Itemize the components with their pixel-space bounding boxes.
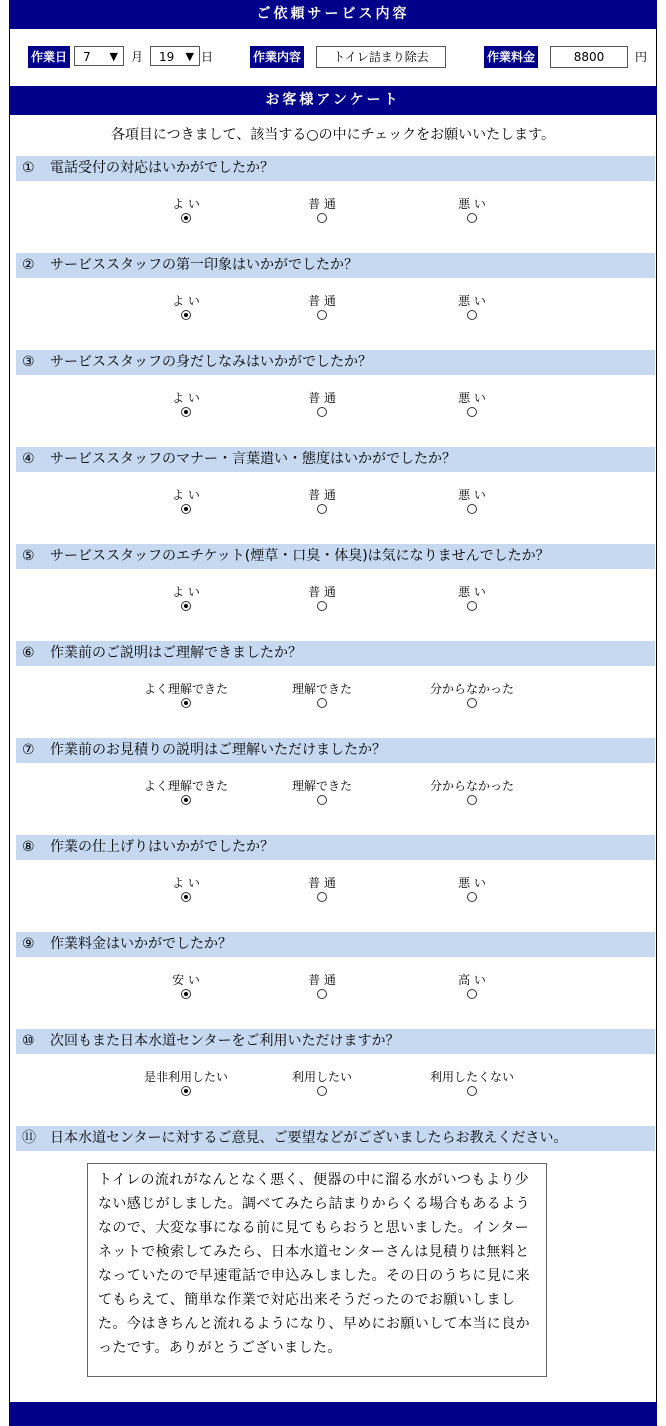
question-text: サービススタッフのエチケット(煙草・口臭・体臭)は気になりませんでしたか？ [50, 548, 550, 564]
question-number: ⑪ [22, 1130, 36, 1146]
option-label: 是非利用したい [143, 1070, 228, 1084]
question-7 [16, 738, 655, 763]
fee-unit: 円 [635, 50, 648, 64]
option-9-3[interactable] [412, 972, 532, 1002]
question-text: サービススタッフの第一印象はいかがでしたか？ [50, 257, 358, 273]
option-4-2[interactable] [262, 487, 382, 517]
day-select[interactable] [150, 46, 200, 66]
radio-button[interactable] [181, 504, 191, 514]
option-7-2[interactable] [262, 778, 382, 808]
question-number: ⑩ [22, 1033, 35, 1049]
question-number: ⑦ [22, 742, 35, 758]
question-text: 次回もまた日本水道センターをご利用いただけますか？ [50, 1033, 400, 1049]
option-10-1[interactable] [126, 1069, 246, 1099]
option-label: よ い [172, 197, 200, 211]
radio-button[interactable] [317, 213, 327, 223]
question-4 [16, 447, 655, 472]
work-label: 作業内容 [250, 46, 304, 68]
radio-button[interactable] [467, 892, 477, 902]
radio-button[interactable] [317, 795, 327, 805]
option-9-1[interactable] [126, 972, 246, 1002]
fee-label: 作業料金 [484, 46, 538, 68]
option-5-2[interactable] [262, 584, 382, 614]
option-label: よ い [172, 391, 200, 405]
radio-button[interactable] [467, 310, 477, 320]
month-value: 7 [83, 50, 91, 64]
radio-button[interactable] [467, 795, 477, 805]
question-number: ⑨ [22, 936, 35, 952]
option-3-2[interactable] [262, 390, 382, 420]
radio-button[interactable] [467, 504, 477, 514]
question-number: ⑧ [22, 839, 35, 855]
question-text: 電話受付の対応はいかがでしたか？ [50, 160, 274, 176]
footer-bar [9, 1402, 657, 1426]
option-label: よく理解できた [143, 779, 228, 793]
comment-textarea[interactable]: トイレの流れがなんとなく悪く、便器の中に溜る水がいつもより少ない感じがしました。調べてみたら詰まりからくる場合もあるようなので、大変な事になる前に見てもらおうと思いました。インターネットで検索してみたら、日本水道センターさんは見積りは無料となっていたので早速電話で申込みしました。その日のうちに見に来てもらえて、簡単な作業で対応出来そうだったのでお願いしました。今はきちんと流れるようになり、早めにお願いして本当に良かったです。ありがとうございました。 [87, 1163, 547, 1377]
option-label: 普 通 [308, 294, 336, 308]
option-label: よ い [172, 294, 200, 308]
option-7-1[interactable] [126, 778, 246, 808]
radio-button[interactable] [181, 892, 191, 902]
option-2-1[interactable] [126, 293, 246, 323]
service-header: ご依頼サービス内容 [9, 0, 657, 29]
option-label: 悪 い [458, 585, 486, 599]
option-label: 普 通 [308, 488, 336, 502]
option-7-3[interactable] [412, 778, 532, 808]
option-label: 普 通 [308, 973, 336, 987]
chevron-down-icon: ▼ [109, 50, 118, 63]
option-8-3[interactable] [412, 875, 532, 905]
radio-button[interactable] [317, 892, 327, 902]
question-text: 日本水道センターに対するご意見、ご要望などがございましたらお教えください。 [50, 1130, 568, 1146]
option-label: 安 い [172, 973, 200, 987]
option-label: 悪 い [458, 488, 486, 502]
option-5-1[interactable] [126, 584, 246, 614]
date-label: 作業日 [28, 46, 70, 68]
option-label: 理解できた [291, 682, 352, 696]
option-label: よ い [172, 876, 200, 890]
option-10-3[interactable] [412, 1069, 532, 1099]
option-label: よく理解できた [143, 682, 228, 696]
question-number: ⑤ [22, 548, 35, 564]
option-3-1[interactable] [126, 390, 246, 420]
option-label: 分からなかった [429, 682, 514, 696]
radio-button[interactable] [317, 310, 327, 320]
option-label: 利用したくない [429, 1070, 514, 1084]
radio-button[interactable] [181, 310, 191, 320]
radio-button[interactable] [317, 407, 327, 417]
radio-button[interactable] [317, 1086, 327, 1096]
radio-button[interactable] [181, 989, 191, 999]
question-text: 作業前のお見積りの説明はご理解いただけましたか？ [50, 742, 386, 758]
option-3-3[interactable] [412, 390, 532, 420]
radio-button[interactable] [317, 698, 327, 708]
option-label: 高 い [458, 973, 486, 987]
option-label: 理解できた [291, 779, 352, 793]
radio-button[interactable] [467, 407, 477, 417]
radio-button[interactable] [181, 1086, 191, 1096]
option-2-2[interactable] [262, 293, 382, 323]
option-9-2[interactable] [262, 972, 382, 1002]
radio-button[interactable] [467, 601, 477, 611]
option-label: 普 通 [308, 391, 336, 405]
option-10-2[interactable] [262, 1069, 382, 1099]
question-5 [16, 544, 655, 569]
radio-button[interactable] [181, 407, 191, 417]
question-text: サービススタッフの身だしなみはいかがでしたか？ [50, 354, 372, 370]
question-1 [16, 156, 655, 181]
radio-button[interactable] [467, 1086, 477, 1096]
fee-field[interactable]: 8800 [550, 46, 628, 68]
survey-intro: 各項目につきまして、該当する○の中にチェックをお願いいたします。 [110, 127, 556, 143]
question-number: ② [22, 257, 35, 273]
option-6-3[interactable] [412, 681, 532, 711]
question-11 [16, 1126, 655, 1151]
option-label: よ い [172, 488, 200, 502]
option-8-2[interactable] [262, 875, 382, 905]
work-field[interactable]: トイレ詰まり除去 [316, 46, 446, 68]
question-number: ⑥ [22, 645, 35, 661]
question-text: 作業の仕上げりはいかがでしたか？ [50, 839, 274, 855]
option-8-1[interactable] [126, 875, 246, 905]
chevron-down-icon: ▼ [185, 50, 194, 63]
month-select[interactable] [74, 46, 124, 66]
option-label: 利用したい [291, 1070, 352, 1084]
radio-button[interactable] [317, 504, 327, 514]
option-label: 分からなかった [429, 779, 514, 793]
question-10 [16, 1029, 655, 1054]
option-label: 悪 い [458, 197, 486, 211]
question-number: ③ [22, 354, 35, 370]
option-label: 悪 い [458, 294, 486, 308]
option-1-1[interactable] [126, 196, 246, 226]
option-1-3[interactable] [412, 196, 532, 226]
option-6-1[interactable] [126, 681, 246, 711]
question-8 [16, 835, 655, 860]
option-6-2[interactable] [262, 681, 382, 711]
option-label: 普 通 [308, 585, 336, 599]
radio-button[interactable] [467, 698, 477, 708]
radio-button[interactable] [467, 989, 477, 999]
option-label: 悪 い [458, 391, 486, 405]
option-label: 普 通 [308, 876, 336, 890]
question-3 [16, 350, 655, 375]
month-unit: 月 [131, 50, 144, 64]
option-label: 悪 い [458, 876, 486, 890]
question-number: ① [22, 160, 35, 176]
day-unit: 日 [201, 50, 214, 64]
radio-button[interactable] [181, 213, 191, 223]
radio-button[interactable] [181, 601, 191, 611]
question-text: 作業料金はいかがでしたか？ [50, 936, 232, 952]
question-9 [16, 932, 655, 957]
question-text: 作業前のご説明はご理解できましたか？ [50, 645, 302, 661]
question-number: ④ [22, 451, 35, 467]
radio-button[interactable] [317, 601, 327, 611]
radio-button[interactable] [467, 213, 477, 223]
option-label: よ い [172, 585, 200, 599]
option-1-2[interactable] [262, 196, 382, 226]
radio-button[interactable] [181, 698, 191, 708]
question-2 [16, 253, 655, 278]
survey-header: お客様アンケート [9, 86, 657, 115]
question-6 [16, 641, 655, 666]
question-text: サービススタッフのマナー・言葉遣い・態度はいかがでしたか？ [50, 451, 456, 467]
radio-button[interactable] [181, 795, 191, 805]
option-4-1[interactable] [126, 487, 246, 517]
day-value: 19 [159, 50, 175, 64]
option-2-3[interactable] [412, 293, 532, 323]
option-5-3[interactable] [412, 584, 532, 614]
service-details-row [0, 46, 666, 72]
option-4-3[interactable] [412, 487, 532, 517]
option-label: 普 通 [308, 197, 336, 211]
radio-button[interactable] [317, 989, 327, 999]
